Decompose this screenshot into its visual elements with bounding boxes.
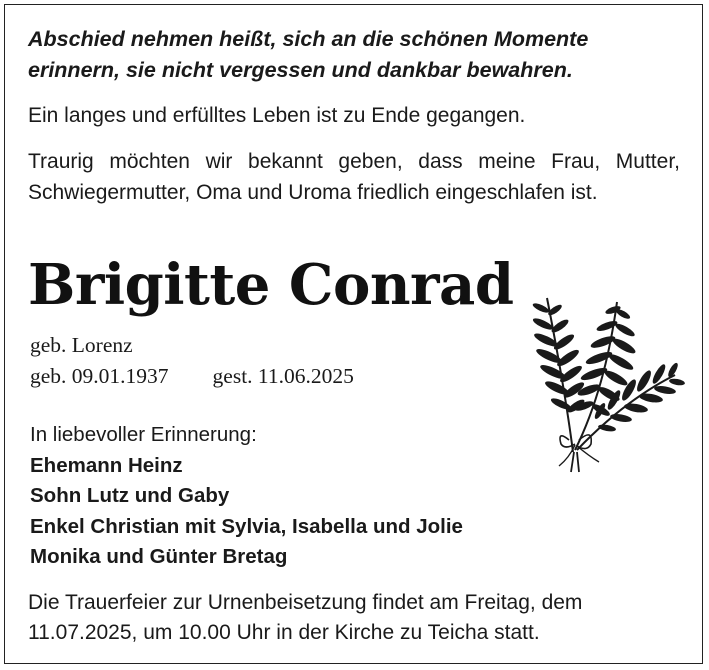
funeral-notice: Die Trauerfeier zur Urnenbeisetzung findet am Freitag, dem 11.07.2025, um 10.00 Uhr in der Kirche zu Teicha statt. [28, 591, 583, 644]
life-dates [30, 362, 354, 390]
death-date: gest. 11.06.2025 [212, 364, 354, 388]
mourners-block [30, 420, 463, 573]
maiden-name: geb. Lorenz [30, 333, 133, 357]
fern-bouquet-icon [525, 280, 695, 475]
announcement-text: Traurig möchten wir bekannt geben, dass meine Frau, Mutter, Schwiegermutter, Oma und Uroma friedlich eingeschlafen ist. [28, 150, 680, 204]
mourner-name: Sohn Lutz und Gaby [30, 484, 230, 507]
motto [28, 24, 668, 86]
mourners-intro: In liebevoller Erinnerung: [30, 423, 257, 446]
birth-date: geb. 09.01.1937 [30, 364, 169, 388]
mourner-name: Ehemann Heinz [30, 453, 183, 477]
motto-line-2: erinnern, sie nicht vergessen und dankbar bewahren. [28, 58, 573, 82]
intro-sentence: Ein langes und erfülltes Leben ist zu Ende gegangen. [28, 104, 526, 127]
mourner-name: Monika und Günter Bretag [30, 545, 288, 568]
motto-line-1: Abschied nehmen heißt, sich an die schönen Momente [28, 27, 589, 51]
mourner-name: Enkel Christian mit Sylvia, Isabella und Jolie [30, 514, 463, 538]
deceased-name: Brigitte Conrad [28, 252, 514, 318]
